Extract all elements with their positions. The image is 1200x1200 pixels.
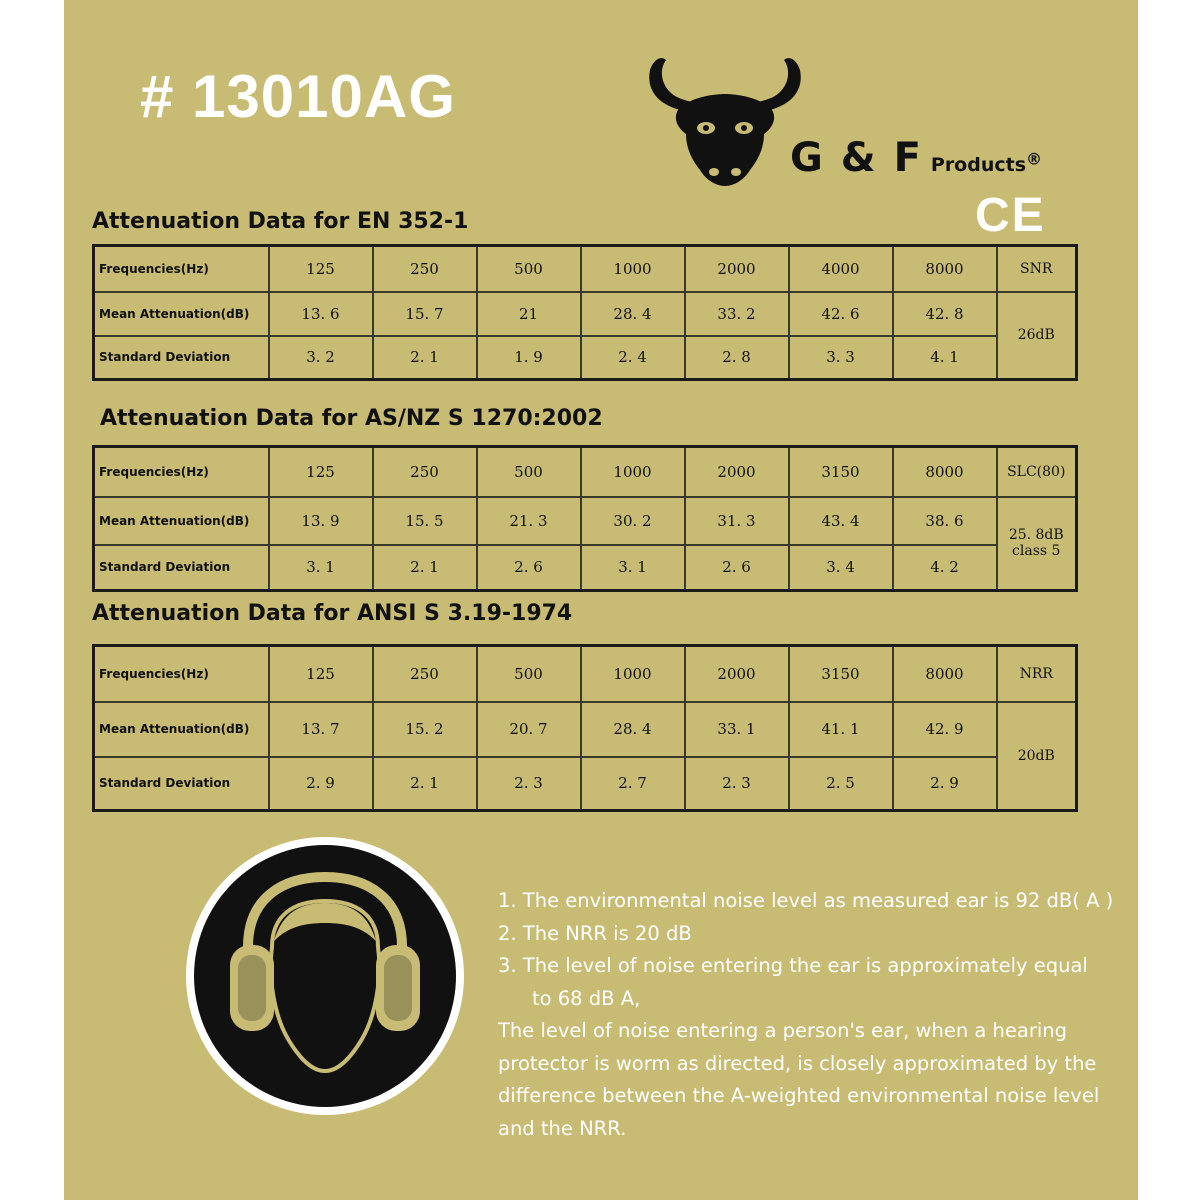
table-cell: 3150 [789,447,893,497]
table-cell: 33. 2 [685,292,789,336]
table-cell: 1000 [581,246,685,292]
table-cell: 2000 [685,447,789,497]
table-cell: 500 [477,646,581,702]
row-label: Mean Attenuation(dB) [94,292,269,336]
note-item-1: 1. The environmental noise level as measured ear is 92 dB( A ) [498,889,1114,912]
table-cell: 28. 4 [581,702,685,757]
table-cell: 3. 2 [269,336,373,380]
table-row [94,702,1077,757]
table-cell: 38. 6 [893,497,997,545]
table-row [94,447,1077,497]
table-cell: 2. 3 [477,757,581,811]
note-paragraph-line: and the NRR. [498,1116,627,1140]
table-cell: 30. 2 [581,497,685,545]
note-paragraph-line: The level of noise entering a person's ear, when a hearing [498,1019,1068,1042]
hearing-protection-icon [186,837,464,1115]
ce-mark: CE [975,189,1046,242]
table-cell: 15. 5 [373,497,477,545]
attenuation-table-ansi [92,644,1078,812]
table-cell: 2. 6 [477,545,581,591]
table-cell: 500 [477,447,581,497]
table-cell: 15. 2 [373,702,477,757]
table-cell: 2. 3 [685,757,789,811]
table-cell: 43. 4 [789,497,893,545]
row-label: Mean Attenuation(dB) [94,497,269,545]
table-cell: 125 [269,646,373,702]
table-cell: 28. 4 [581,292,685,336]
table-cell: 1000 [581,447,685,497]
table-row [94,497,1077,545]
bull-logo-icon [640,52,810,192]
row-label: Frequencies(Hz) [94,246,269,292]
table-cell: 250 [373,246,477,292]
table-cell: 20. 7 [477,702,581,757]
table-cell: 2. 7 [581,757,685,811]
noise-notes [498,885,1128,1145]
table-cell: 2. 4 [581,336,685,380]
table-cell: 500 [477,246,581,292]
table-cell: 3. 1 [269,545,373,591]
note-item-2: 2. The NRR is 20 dB [498,921,692,945]
table-cell: 2. 1 [373,757,477,811]
section-title-asnzs: Attenuation Data for AS/NZ S 1270:2002 [100,406,603,431]
table-row [94,757,1077,811]
table-row [94,646,1077,702]
note-item-3: 3. The level of noise entering the ear is approximately equal [498,954,1088,977]
rating-class-text: class 5 [1012,543,1061,560]
row-label: Standard Deviation [94,757,269,811]
table-cell: 1. 9 [477,336,581,380]
table-cell: 2. 6 [685,545,789,591]
row-label: Standard Deviation [94,545,269,591]
table-cell: 8000 [893,447,997,497]
table-row [94,545,1077,591]
rating-label: SNR [997,246,1077,292]
table-cell: 8000 [893,246,997,292]
table-cell: 42. 9 [893,702,997,757]
note-item-3-cont: to 68 dB A, [532,986,641,1010]
table-cell: 21 [477,292,581,336]
rating-value: 26dB [997,292,1077,380]
table-cell: 4000 [789,246,893,292]
rating-value-text: 25. 8dB [1008,527,1064,544]
row-label: Standard Deviation [94,336,269,380]
table-cell: 4. 2 [893,545,997,591]
table-cell: 1000 [581,646,685,702]
table-cell: 2. 9 [893,757,997,811]
table-cell: 42. 8 [893,292,997,336]
table-cell: 3150 [789,646,893,702]
table-cell: 2000 [685,246,789,292]
table-cell: 3. 3 [789,336,893,380]
model-number: # 13010AG [140,63,456,130]
table-row [94,292,1077,336]
table-cell: 125 [269,246,373,292]
table-cell: 41. 1 [789,702,893,757]
rating-value [997,497,1077,591]
table-cell: 13. 6 [269,292,373,336]
attenuation-table-en352 [92,244,1078,381]
attenuation-table-asnzs [92,445,1078,592]
table-cell: 13. 7 [269,702,373,757]
table-cell: 31. 3 [685,497,789,545]
note-paragraph-line: difference between the A-weighted environmental noise level [498,1084,1100,1107]
table-row [94,336,1077,380]
table-cell: 8000 [893,646,997,702]
table-cell: 3. 4 [789,545,893,591]
rating-label: SLC(80) [997,447,1077,497]
table-cell: 2. 5 [789,757,893,811]
rating-label: NRR [997,646,1077,702]
table-cell: 250 [373,447,477,497]
registered-mark: ® [1026,149,1043,169]
table-cell: 3. 1 [581,545,685,591]
note-paragraph-line: protector is worm as directed, is closely approximated by the [498,1051,1097,1075]
table-cell: 4. 1 [893,336,997,380]
brand-logo-text [790,135,1042,181]
brand-suffix: Products [930,154,1027,176]
table-cell: 2. 9 [269,757,373,811]
table-cell: 250 [373,646,477,702]
section-title-en352: Attenuation Data for EN 352-1 [92,209,469,234]
table-cell: 2. 1 [373,336,477,380]
table-cell: 2000 [685,646,789,702]
table-cell: 2. 8 [685,336,789,380]
brand-name: G & F [790,135,923,181]
table-row [94,246,1077,292]
table-cell: 21. 3 [477,497,581,545]
table-cell: 33. 1 [685,702,789,757]
table-cell: 15. 7 [373,292,477,336]
row-label: Frequencies(Hz) [94,646,269,702]
rating-value: 20dB [997,702,1077,811]
table-cell: 125 [269,447,373,497]
table-cell: 13. 9 [269,497,373,545]
table-cell: 2. 1 [373,545,477,591]
section-title-ansi: Attenuation Data for ANSI S 3.19-1974 [92,601,573,626]
row-label: Mean Attenuation(dB) [94,702,269,757]
row-label: Frequencies(Hz) [94,447,269,497]
table-cell: 42. 6 [789,292,893,336]
